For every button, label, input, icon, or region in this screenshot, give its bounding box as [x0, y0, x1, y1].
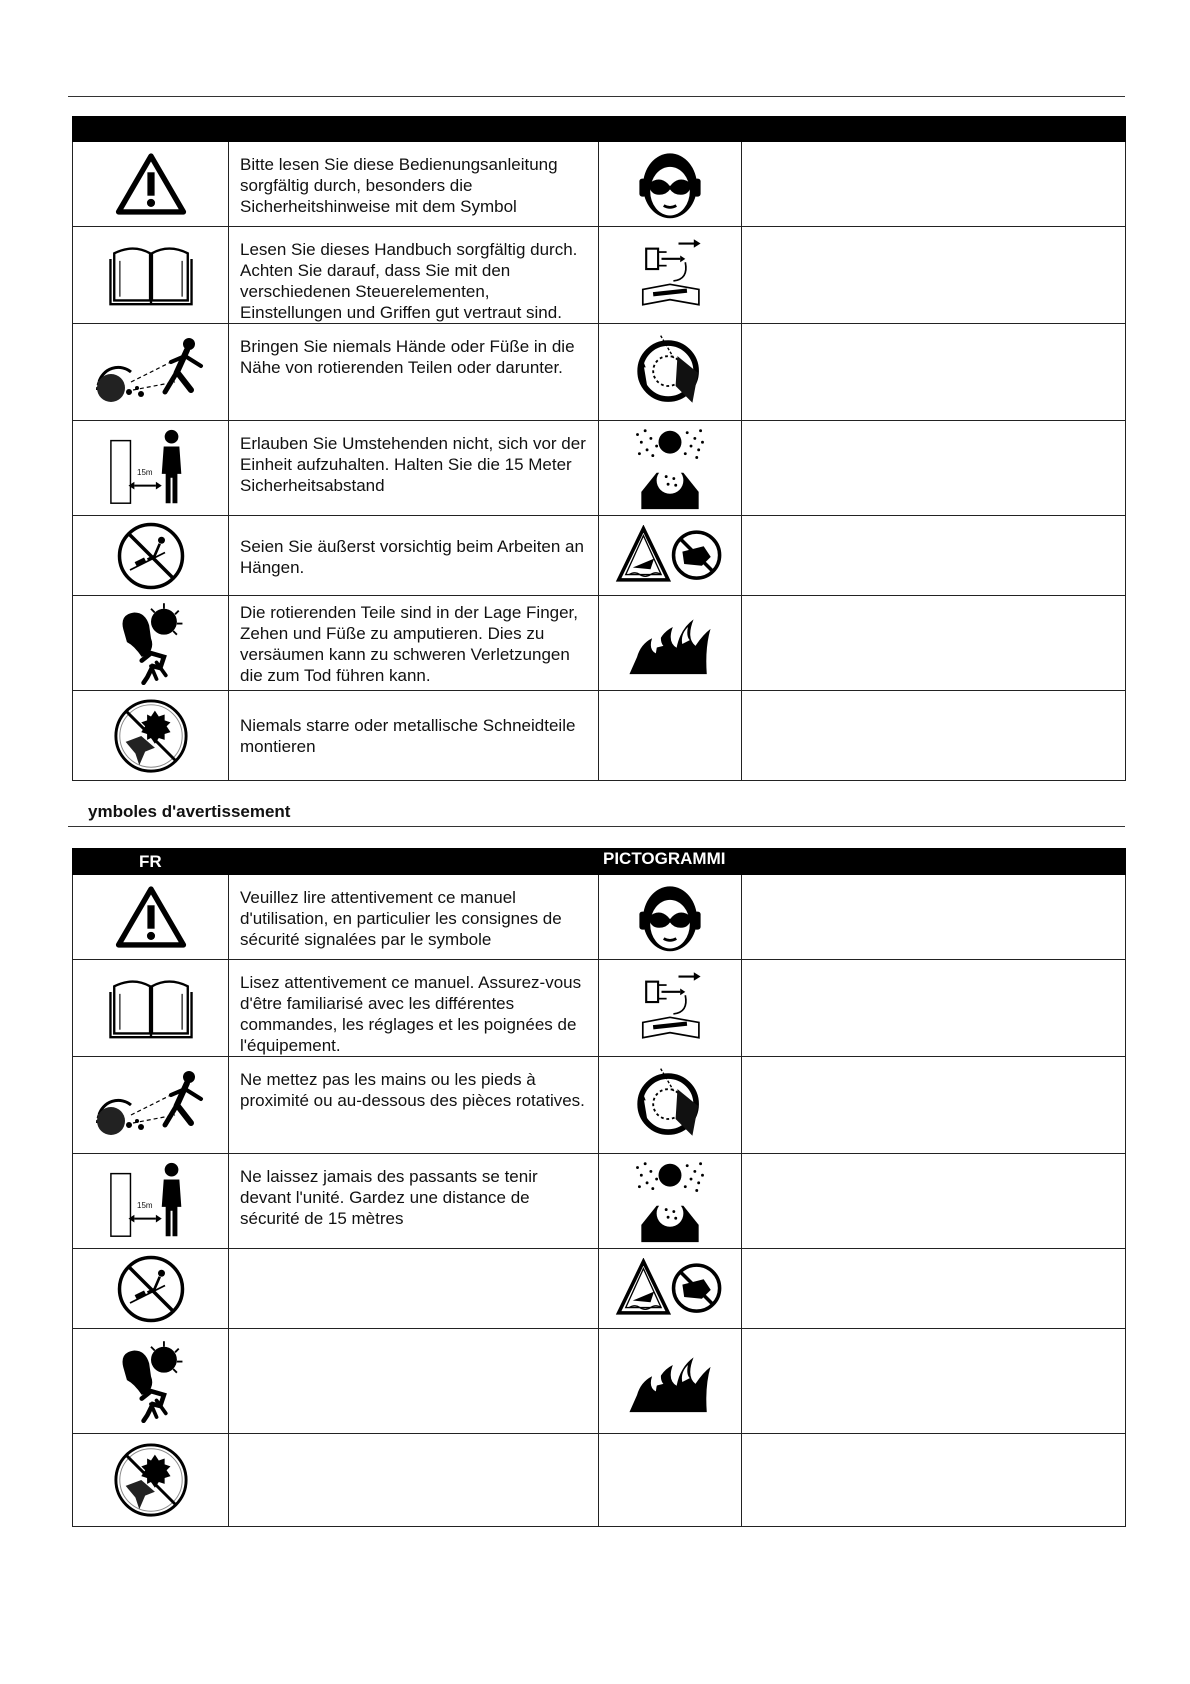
header-cell — [742, 849, 1126, 875]
header-rule — [68, 96, 1125, 97]
instruction-text: Die rotierenden Teile sind in der Lage Finger, Zehen und Füße zu amputieren. Dies zu versäumen kann zu schweren Verletzungen die zum Tod führen kann. — [229, 596, 599, 691]
open-manual-icon — [108, 242, 194, 308]
description-cell — [742, 960, 1126, 1057]
disconnect-maintenance-icon — [636, 967, 704, 1049]
no-slope-icon — [116, 1254, 186, 1324]
table-row — [73, 142, 1126, 227]
header-cell — [229, 117, 599, 142]
instruction-text: Bringen Sie niemals Hände oder Füße in die Nähe von rotierenden Teilen oder darunter. — [229, 324, 599, 421]
instruction-text — [229, 1249, 599, 1329]
description-cell — [742, 691, 1126, 781]
description-cell — [742, 1329, 1126, 1434]
warning-triangle-icon — [115, 152, 187, 216]
table-row — [73, 1434, 1126, 1527]
amputation-hazard-icon — [114, 1339, 188, 1423]
header-cell — [599, 849, 742, 875]
empty-icon-cell — [599, 1434, 742, 1527]
hot-surface-icon — [611, 1258, 729, 1320]
description-cell — [742, 875, 1126, 960]
protective-gear-icon — [634, 879, 706, 955]
warning-triangle-icon — [115, 885, 187, 949]
table-row — [73, 421, 1126, 516]
instruction-text: Ne laissez jamais des passants se tenir devant l'unité. Gardez une distance de sécurité de 15 mètres — [229, 1154, 599, 1249]
table-header — [73, 849, 1126, 875]
safety-symbols-table-de — [72, 116, 1126, 781]
empty-icon-cell — [599, 691, 742, 781]
table-row — [73, 1154, 1126, 1249]
amputation-hazard-icon — [114, 601, 188, 685]
instruction-text: Niemals starre oder metallische Schneidteile montieren — [229, 691, 599, 781]
description-cell — [742, 596, 1126, 691]
table-row — [73, 1329, 1126, 1434]
instruction-text: Lesen Sie dieses Handbuch sorgfältig durch. Achten Sie darauf, dass Sie mit den verschiedenen Steuerelementen, Einstellungen und Griffen gut vertraut sind. — [229, 227, 599, 324]
instruction-text: Ne mettez pas les mains ou les pieds à proximité ou au-dessous des pièces rotatives. — [229, 1057, 599, 1154]
instruction-text: Seien Sie äußerst vorsichtig beim Arbeiten an Hängen. — [229, 516, 599, 596]
distance-label: 15m — [137, 1201, 153, 1210]
fire-hazard-icon — [627, 610, 713, 676]
safety-symbols-table-fr — [72, 848, 1126, 1527]
description-cell — [742, 1057, 1126, 1154]
protective-gear-icon — [634, 146, 706, 222]
open-manual-icon — [108, 975, 194, 1041]
instruction-text: Veuillez lire attentivement ce manuel d'utilisation, en particulier les consignes de sécurité signalées par le symbole — [229, 875, 599, 960]
distance-label: 15m — [137, 468, 153, 477]
hot-surface-icon — [611, 525, 729, 587]
description-cell — [742, 324, 1126, 421]
table-row — [73, 324, 1126, 421]
table-header — [73, 117, 1126, 142]
description-cell — [742, 1434, 1126, 1527]
description-cell — [742, 1249, 1126, 1329]
instruction-text — [229, 1329, 599, 1434]
fire-hazard-icon — [627, 1348, 713, 1414]
instruction-text — [229, 1434, 599, 1527]
header-cell — [73, 117, 229, 142]
rotating-parts-icon — [632, 1063, 708, 1147]
table-row — [73, 691, 1126, 781]
table-row — [73, 1057, 1126, 1154]
toxic-fumes-icon — [628, 425, 712, 511]
header-cell — [599, 117, 742, 142]
thrown-objects-icon — [91, 332, 211, 412]
description-cell — [742, 421, 1126, 516]
header-label: PICTOGRAMMI — [603, 849, 726, 868]
table-row — [73, 516, 1126, 596]
table-row — [73, 1249, 1126, 1329]
table-row — [73, 596, 1126, 691]
table-row — [73, 960, 1126, 1057]
section-rule — [68, 826, 1125, 827]
description-cell — [742, 1154, 1126, 1249]
thrown-objects-icon — [91, 1065, 211, 1145]
no-metal-blade-icon — [112, 1441, 190, 1519]
table-row — [73, 875, 1126, 960]
description-cell — [742, 516, 1126, 596]
no-metal-blade-icon — [112, 697, 190, 775]
instruction-text: Lisez attentivement ce manuel. Assurez-vous d'être familiarisé avec les différentes commandes, les réglages et les poignées de l'équipement. — [229, 960, 599, 1057]
table-row — [73, 227, 1126, 324]
rotating-parts-icon — [632, 330, 708, 414]
instruction-text: Bitte lesen Sie diese Bedienungsanleitung sorgfältig durch, besonders die Sicherheitshinweise mit dem Symbol — [229, 142, 599, 227]
section-title: ymboles d'avertissement — [88, 802, 291, 821]
no-slope-icon — [116, 521, 186, 591]
header-label: FR — [139, 851, 162, 871]
disconnect-maintenance-icon — [636, 234, 704, 316]
description-cell — [742, 142, 1126, 227]
toxic-fumes-icon — [628, 1158, 712, 1244]
header-cell — [73, 849, 229, 875]
description-cell — [742, 227, 1126, 324]
header-cell — [229, 849, 599, 875]
instruction-text: Erlauben Sie Umstehenden nicht, sich vor der Einheit aufzuhalten. Halten Sie die 15 Meter Sicherheitsabstand — [229, 421, 599, 516]
header-cell — [742, 117, 1126, 142]
